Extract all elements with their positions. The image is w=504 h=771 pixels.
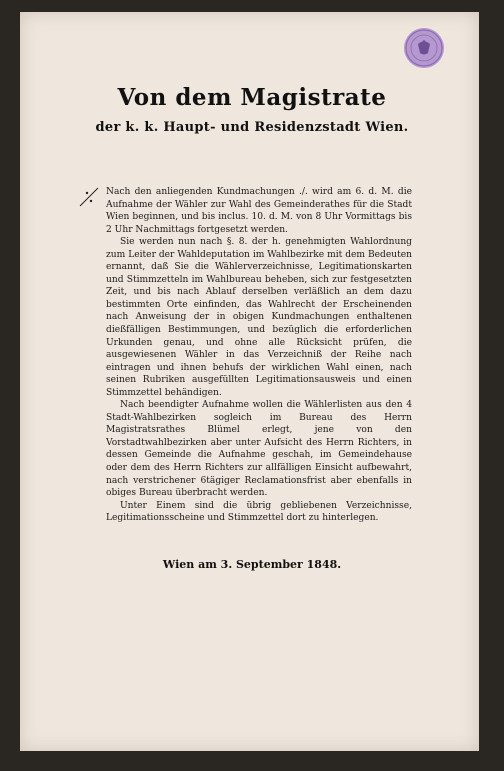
paragraph-4: Unter Einem sind die übrig gebliebenen Verzeichnisse, Legitimationsscheine und Stimmzettel dort zu hinterlegen. [106, 500, 412, 524]
dateline: Wien am 3. September 1848. [162, 558, 342, 571]
margin-slash-icon [78, 184, 100, 208]
document-title: Von dem Magistrate [117, 84, 387, 111]
document-body [106, 186, 412, 525]
paragraph-2: Sie werden nun nach §. 8. der h. genehmigten Wahlordnung zum Leiter der Wahldeputation im Wahlbezirke mit dem Bedeuten ernannt, daß Sie die Wählerverzeichnisse, Legitimationskarten und Stimmzetteln im Wahlbureau beheben, sich zur festgesetzten Zeit, und bis nach Ablauf derselben verläßlich an dem dazu bestimmten Orte einfinden, das Wahlrecht der Erscheinenden nach Anweisung der in obigen Kundmachungen enthaltenen dießfälligen Bestimmungen, und bezüglich die erforderlichen Urkunden genau, und ohne alle Rücksicht prüfen, die ausgewiesenen Wähler in das Verzeichniß der Reihe nach eintragen und ihnen behufs der wirklichen Wahl einen, nach seinen Rubriken ausgefüllten Legitimationsausweis und einen Stimmzettel behändigen. [106, 237, 412, 398]
document-subtitle: der k. k. Haupt- und Residenzstadt Wien. [95, 120, 409, 135]
margin-note [78, 184, 100, 208]
seal-emblem-icon [404, 28, 444, 68]
paragraph-3: Nach beendigter Aufnahme wollen die Wählerlisten aus den 4 Stadt-Wahlbezirken sogleich im Bureau des Herrn Magistratsrathes Blümel erlegt, jene von den Vorstadtwahlbezirken aber unter Aufsicht des Herrn Richters, in dessen Gemeinde die Aufnahme geschah, im Gemeindehause oder dem des Herrn Richters zur allfälligen Einsicht aufbewahrt, nach verstrichener 6tägiger Reclamationsfrist aber ebenfalls in obiges Bureau überbracht werden. [106, 400, 412, 499]
paragraph-1: Nach den anliegenden Kundmachungen ./. wird am 6. d. M. die Aufnahme der Wähler zur Wahl des Gemeinderathes für die Stadt Wien beginnen, und bis inclus. 10. d. M. von 8 Uhr Vormittags bis 2 Uhr Nachmittags fortgesetzt werden. [106, 187, 412, 235]
official-seal-stamp [404, 28, 444, 68]
